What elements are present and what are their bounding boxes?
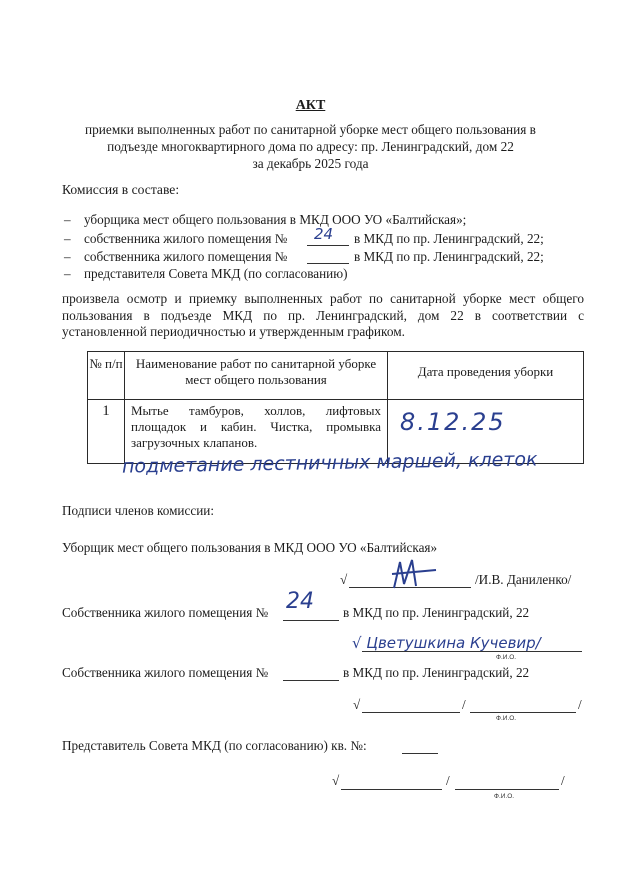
header-work-name: Наименование работ по санитарной уборке мест общего пользования	[125, 352, 388, 400]
owner-1-address: в МКД по пр. Ленинградский, 22	[343, 605, 530, 620]
representative-check: √	[332, 773, 340, 788]
representative-label: Представитель Совета МКД (по согласованию) кв. №:	[62, 738, 367, 753]
owner-2-fio-label: Ф.И.О.	[496, 715, 517, 722]
representative-slash: /	[446, 773, 450, 788]
owner-2-slash: /	[462, 697, 466, 712]
header-date: Дата проведения уборки	[388, 352, 584, 400]
inspection-paragraph: произвела осмотр и приемку выполненных работ по санитарной уборке мест общего пользования в подъезде МКД по пр. Ленинградский, дом 22 в соответствии с установленной периодичностью и утвержденным графиком.	[62, 291, 584, 340]
owner-1-number-handwritten: 24	[286, 589, 314, 614]
cleaner-check: √	[340, 572, 348, 587]
handwritten-note: подметание лестничных маршей, клеток	[121, 448, 538, 478]
owner-2-address: в МКД по пр. Ленинградский, 22	[343, 665, 530, 680]
subtitle-line-3: за декабрь 2025 года	[252, 156, 369, 171]
subtitle-line-1: приемки выполненных работ по санитарной уборке мест общего пользования в	[85, 122, 536, 137]
row-date-handwritten: 8.12.25	[400, 408, 506, 436]
cleaner-label: Уборщик мест общего пользования в МКД ООО УО «Балтийская»	[62, 540, 438, 555]
owner-2-label: Собственника жилого помещения №	[62, 665, 269, 680]
cleaner-signature-icon	[390, 556, 440, 598]
commission-label: Комиссия в составе:	[62, 182, 180, 197]
representative-fio-label: Ф.И.О.	[494, 793, 515, 800]
owner-1-label: Собственника жилого помещения №	[62, 605, 269, 620]
act-title: АКТ	[295, 98, 326, 113]
owner-1-handwritten-number: 24	[314, 225, 334, 243]
owner-2-slash-end: /	[578, 697, 582, 712]
works-table	[87, 351, 584, 464]
header-number: № п/п	[88, 352, 125, 400]
row-number: 1	[88, 400, 125, 464]
signatures-label: Подписи членов комиссии:	[62, 503, 214, 518]
representative-slash-end: /	[561, 773, 565, 788]
cleaner-name: /И.В. Даниленко/	[475, 572, 572, 587]
owner-2-check: √	[353, 697, 361, 712]
owner-1-fio-label: Ф.И.О.	[496, 654, 517, 661]
owner-1-signature: √ Цветушкина Кучевир/	[352, 634, 541, 652]
row-work: Мытье тамбуров, холлов, лифтовых площадок и кабин. Чистка, промывка загрузочных клапанов.	[125, 400, 388, 464]
subtitle-line-2: подъезде многоквартирного дома по адресу: пр. Ленинградский, дом 22	[107, 139, 514, 154]
